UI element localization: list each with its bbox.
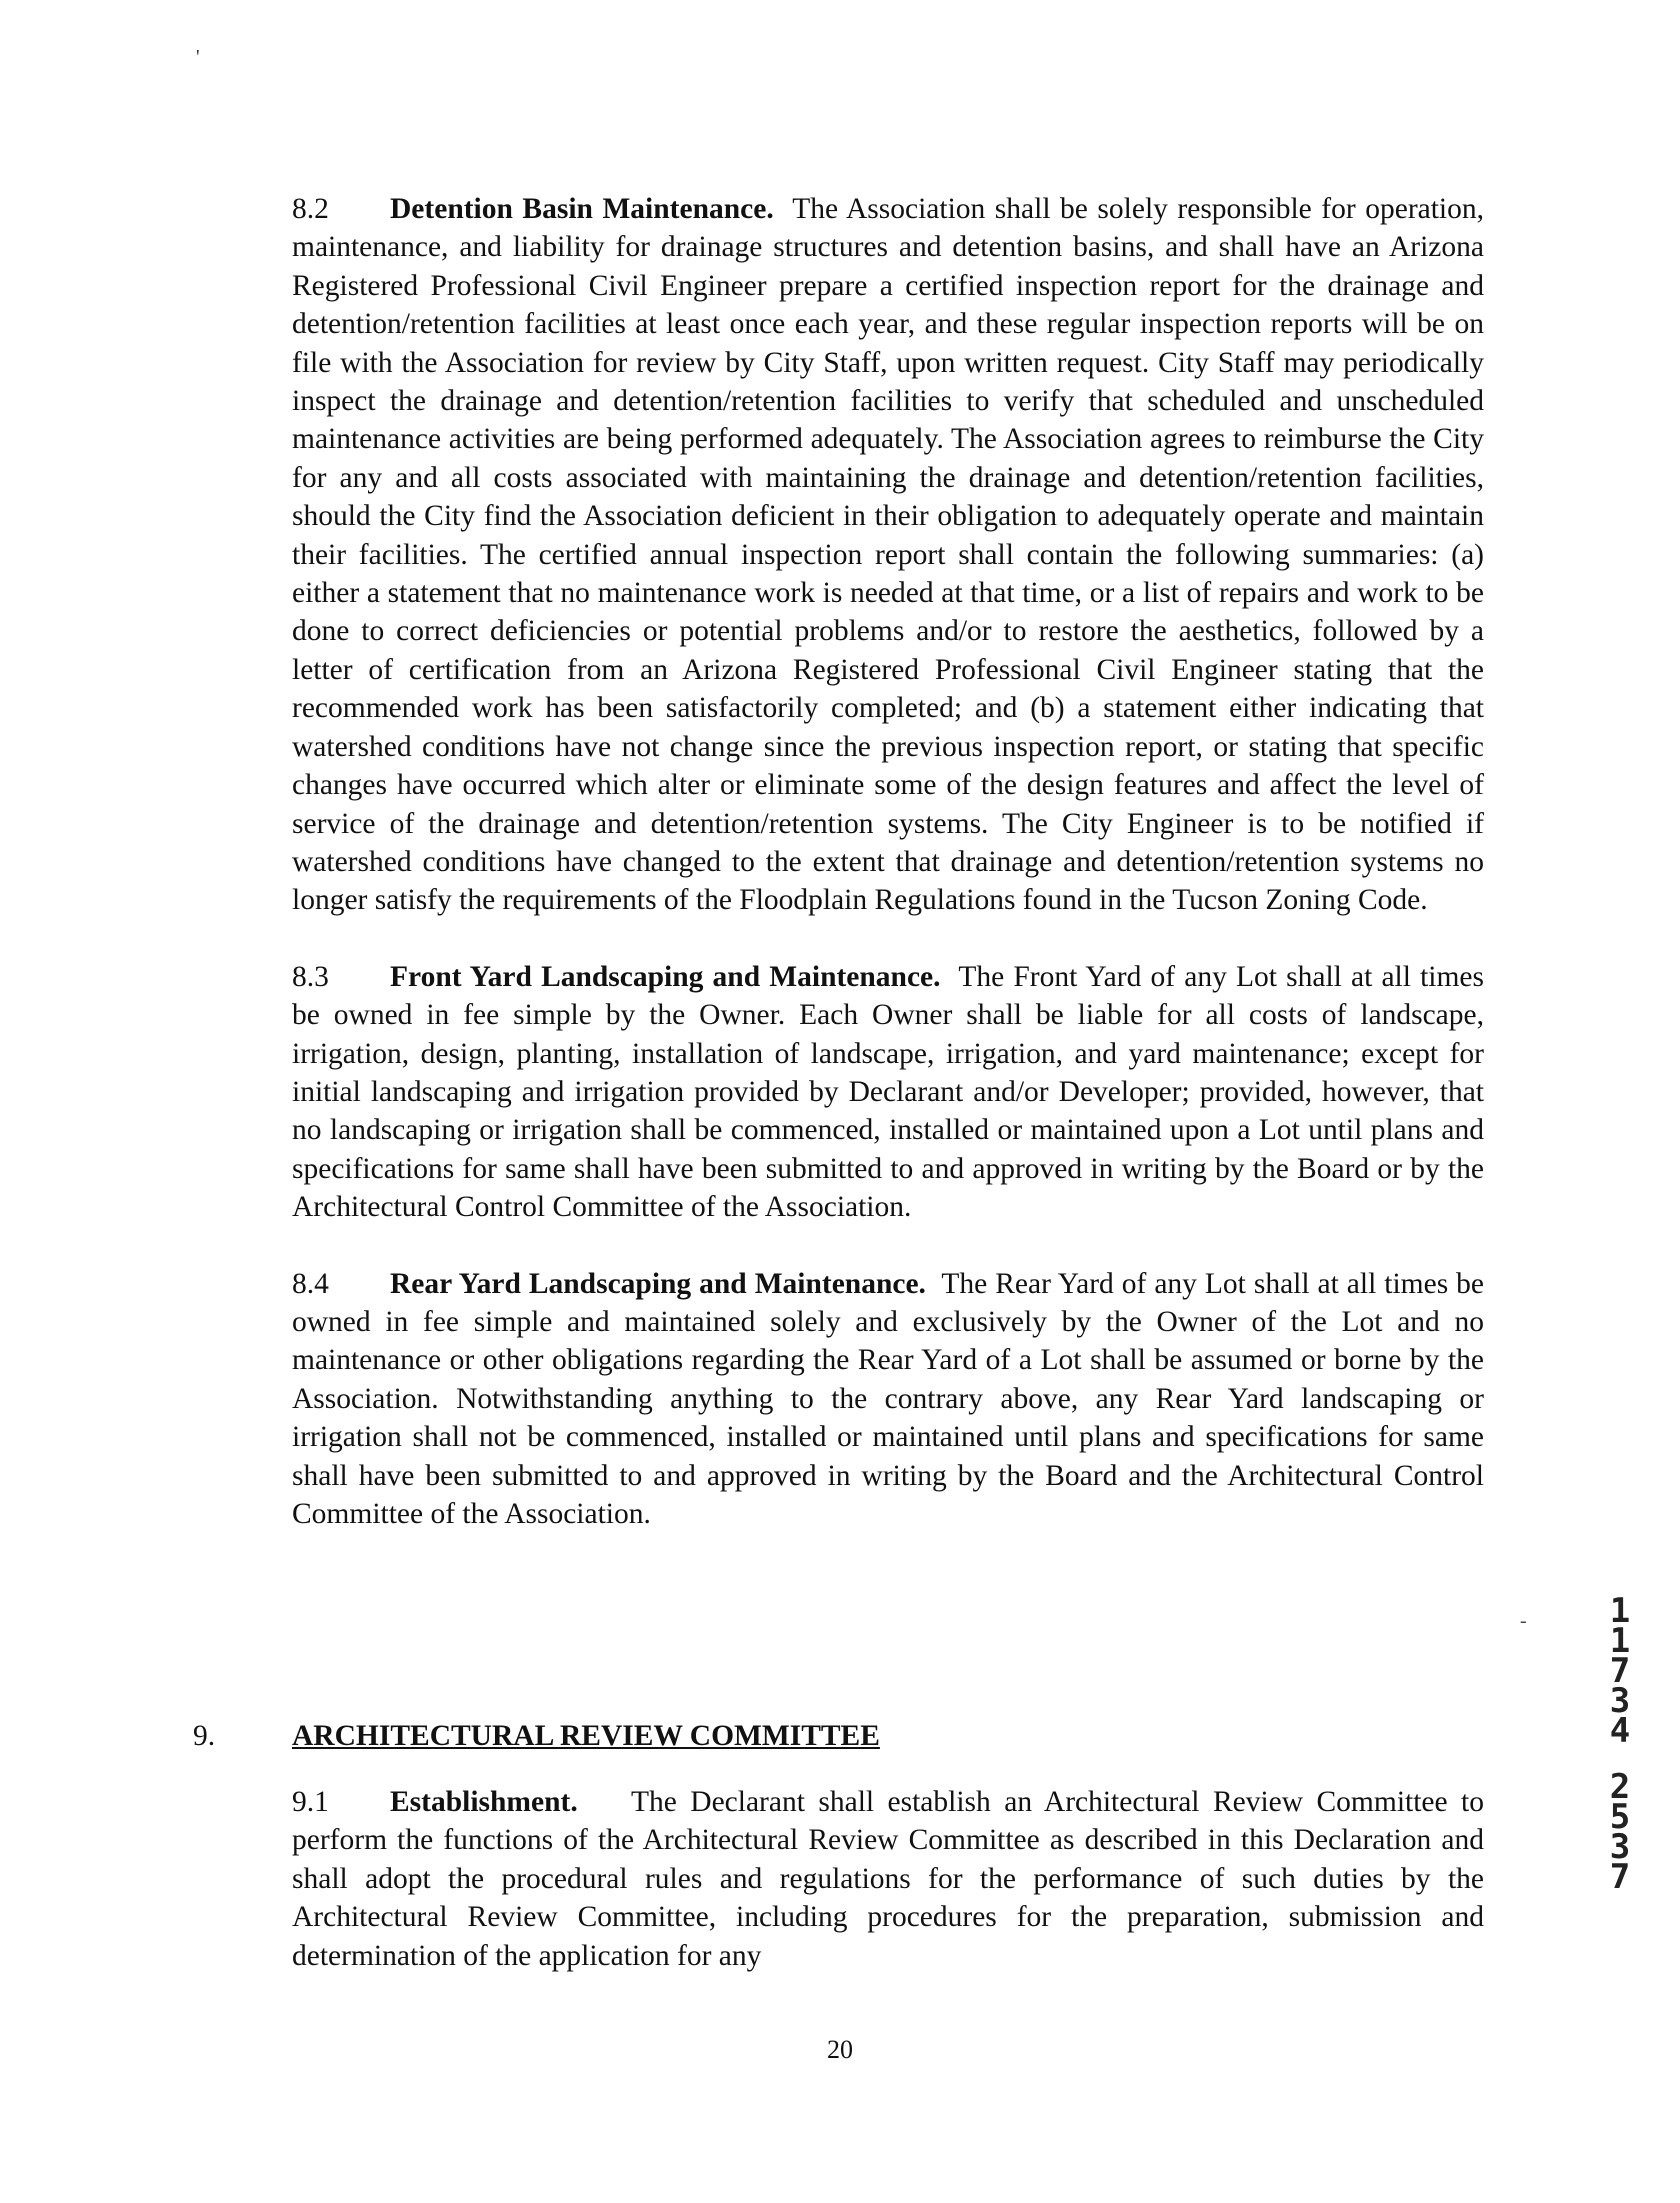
section-title: Detention Basin Maintenance. xyxy=(390,193,774,225)
stamp-digit: 4 xyxy=(1609,1711,1631,1751)
stray-scan-mark: ' xyxy=(196,46,200,68)
recording-number-stamp xyxy=(1602,1591,1638,1897)
stamp-digit: 3 xyxy=(1609,1827,1631,1867)
section-8-4 xyxy=(292,1265,1484,1534)
section-title: Rear Yard Landscaping and Maintenance. xyxy=(390,1267,926,1300)
main-content xyxy=(292,190,1484,1571)
page-number: 20 xyxy=(827,2035,853,2064)
section-body: The Rear Yard of any Lot shall at all times be owned in fee simple and maintained solely and exclusively by the Owner of the Lot and no maintenance or other obligations regarding the Rear Yard of a Lot shall be assumed or borne by the Association. Notwithstanding anything to the contrary above, any Rear Yard landscaping or irrigation shall not be commenced, installed or maintained until plans and specifications for same shall have been submitted to and approved in writing by the Board and the Architectural Control Committee of the Association. xyxy=(292,1267,1485,1530)
section-body: The Declarant shall establish an Architectural Review Committee to perform the functions of the Architectural Review Committee as described in this Declaration and shall adopt the procedural rules and regulations for the performance of such duties by the Architectural Review Committee, including procedures for the preparation, submission and determination of the application for any xyxy=(292,1786,1484,1972)
stamp-digit: 2 xyxy=(1609,1767,1631,1807)
stamp-digit: 1 xyxy=(1609,1591,1631,1631)
article-number: 9. xyxy=(193,1720,216,1752)
section-number: 8.4 xyxy=(292,1267,329,1300)
section-body: The Front Yard of any Lot shall at all times be owned in fee simple by the Owner. Each Owner shall be liable for all costs of landscape, irrigation, design, planting, installation of landscape, irrigation, and yard maintenance; except for initial landscaping and irrigation provided by Declarant and/or Developer; provided, however, that no landscaping or irrigation shall be commenced, installed or maintained upon a Lot until plans and specifications for same shall have been submitted to and approved in writing by the Board or by the Architectural Control Committee of the Association. xyxy=(292,960,1485,1224)
section-number: 9.1 xyxy=(292,1786,329,1818)
article-title: ARCHITECTURAL REVIEW COMMITTEE xyxy=(292,1720,880,1752)
section-8-3 xyxy=(292,958,1484,1227)
section-number: 8.3 xyxy=(292,960,329,993)
section-8-2 xyxy=(292,190,1484,920)
stamp-digit: 7 xyxy=(1609,1857,1631,1897)
section-body: The Association shall be solely responsible for operation, maintenance, and liability for drainage structures and detention basins, and shall have an Arizona Registered Professional Civil Engineer prepare a certified inspection report for the drainage and detention/retention facilities at least once each year, and these regular inspection reports will be on file with the Association for review by City Staff, upon written request. City Staff may periodically inspect the drainage and detention/retention facilities to verify that scheduled and unscheduled maintenance activities are being performed adequately. The Association agrees to reimburse the City for any and all costs associated with maintaining the drainage and detention/retention facilities, should the City find the Association deficient in their obligation to adequately operate and maintain their facilities. The certified annual inspection report shall contain the following summaries: (a) either a statement that no maintenance work is needed at that time, or a list of repairs and work to be done to correct deficiencies or potential problems and/or to restore the aesthetics, followed by a letter of certification from an Arizona Registered Professional Civil Engineer stating that the recommended work has been satisfactorily completed; and (b) a statement either indicating that watershed conditions have not change since the previous inspection report, or stating that specific changes have occurred which alter or eliminate some of the design features and affect the level of service of the drainage and detention/retention systems. The City Engineer is to be notified if watershed conditions have changed to the extent that drainage and detention/retention systems no longer satisfy the requirements of the Floodplain Regulations found in the Tucson Zoning Code. xyxy=(292,193,1485,917)
section-title: Front Yard Landscaping and Maintenance. xyxy=(390,960,941,993)
section-title: Establishment. xyxy=(390,1786,578,1818)
stamp-digit: 1 xyxy=(1609,1621,1631,1661)
stamp-digit: 3 xyxy=(1609,1681,1631,1721)
stamp-digit: 5 xyxy=(1609,1797,1631,1837)
stamp-digit: 7 xyxy=(1609,1651,1631,1691)
section-9-1 xyxy=(292,1783,1484,1975)
section-number: 8.2 xyxy=(292,193,329,225)
margin-dash-mark: - xyxy=(1520,1610,1527,1632)
article-heading xyxy=(193,1717,1484,1755)
